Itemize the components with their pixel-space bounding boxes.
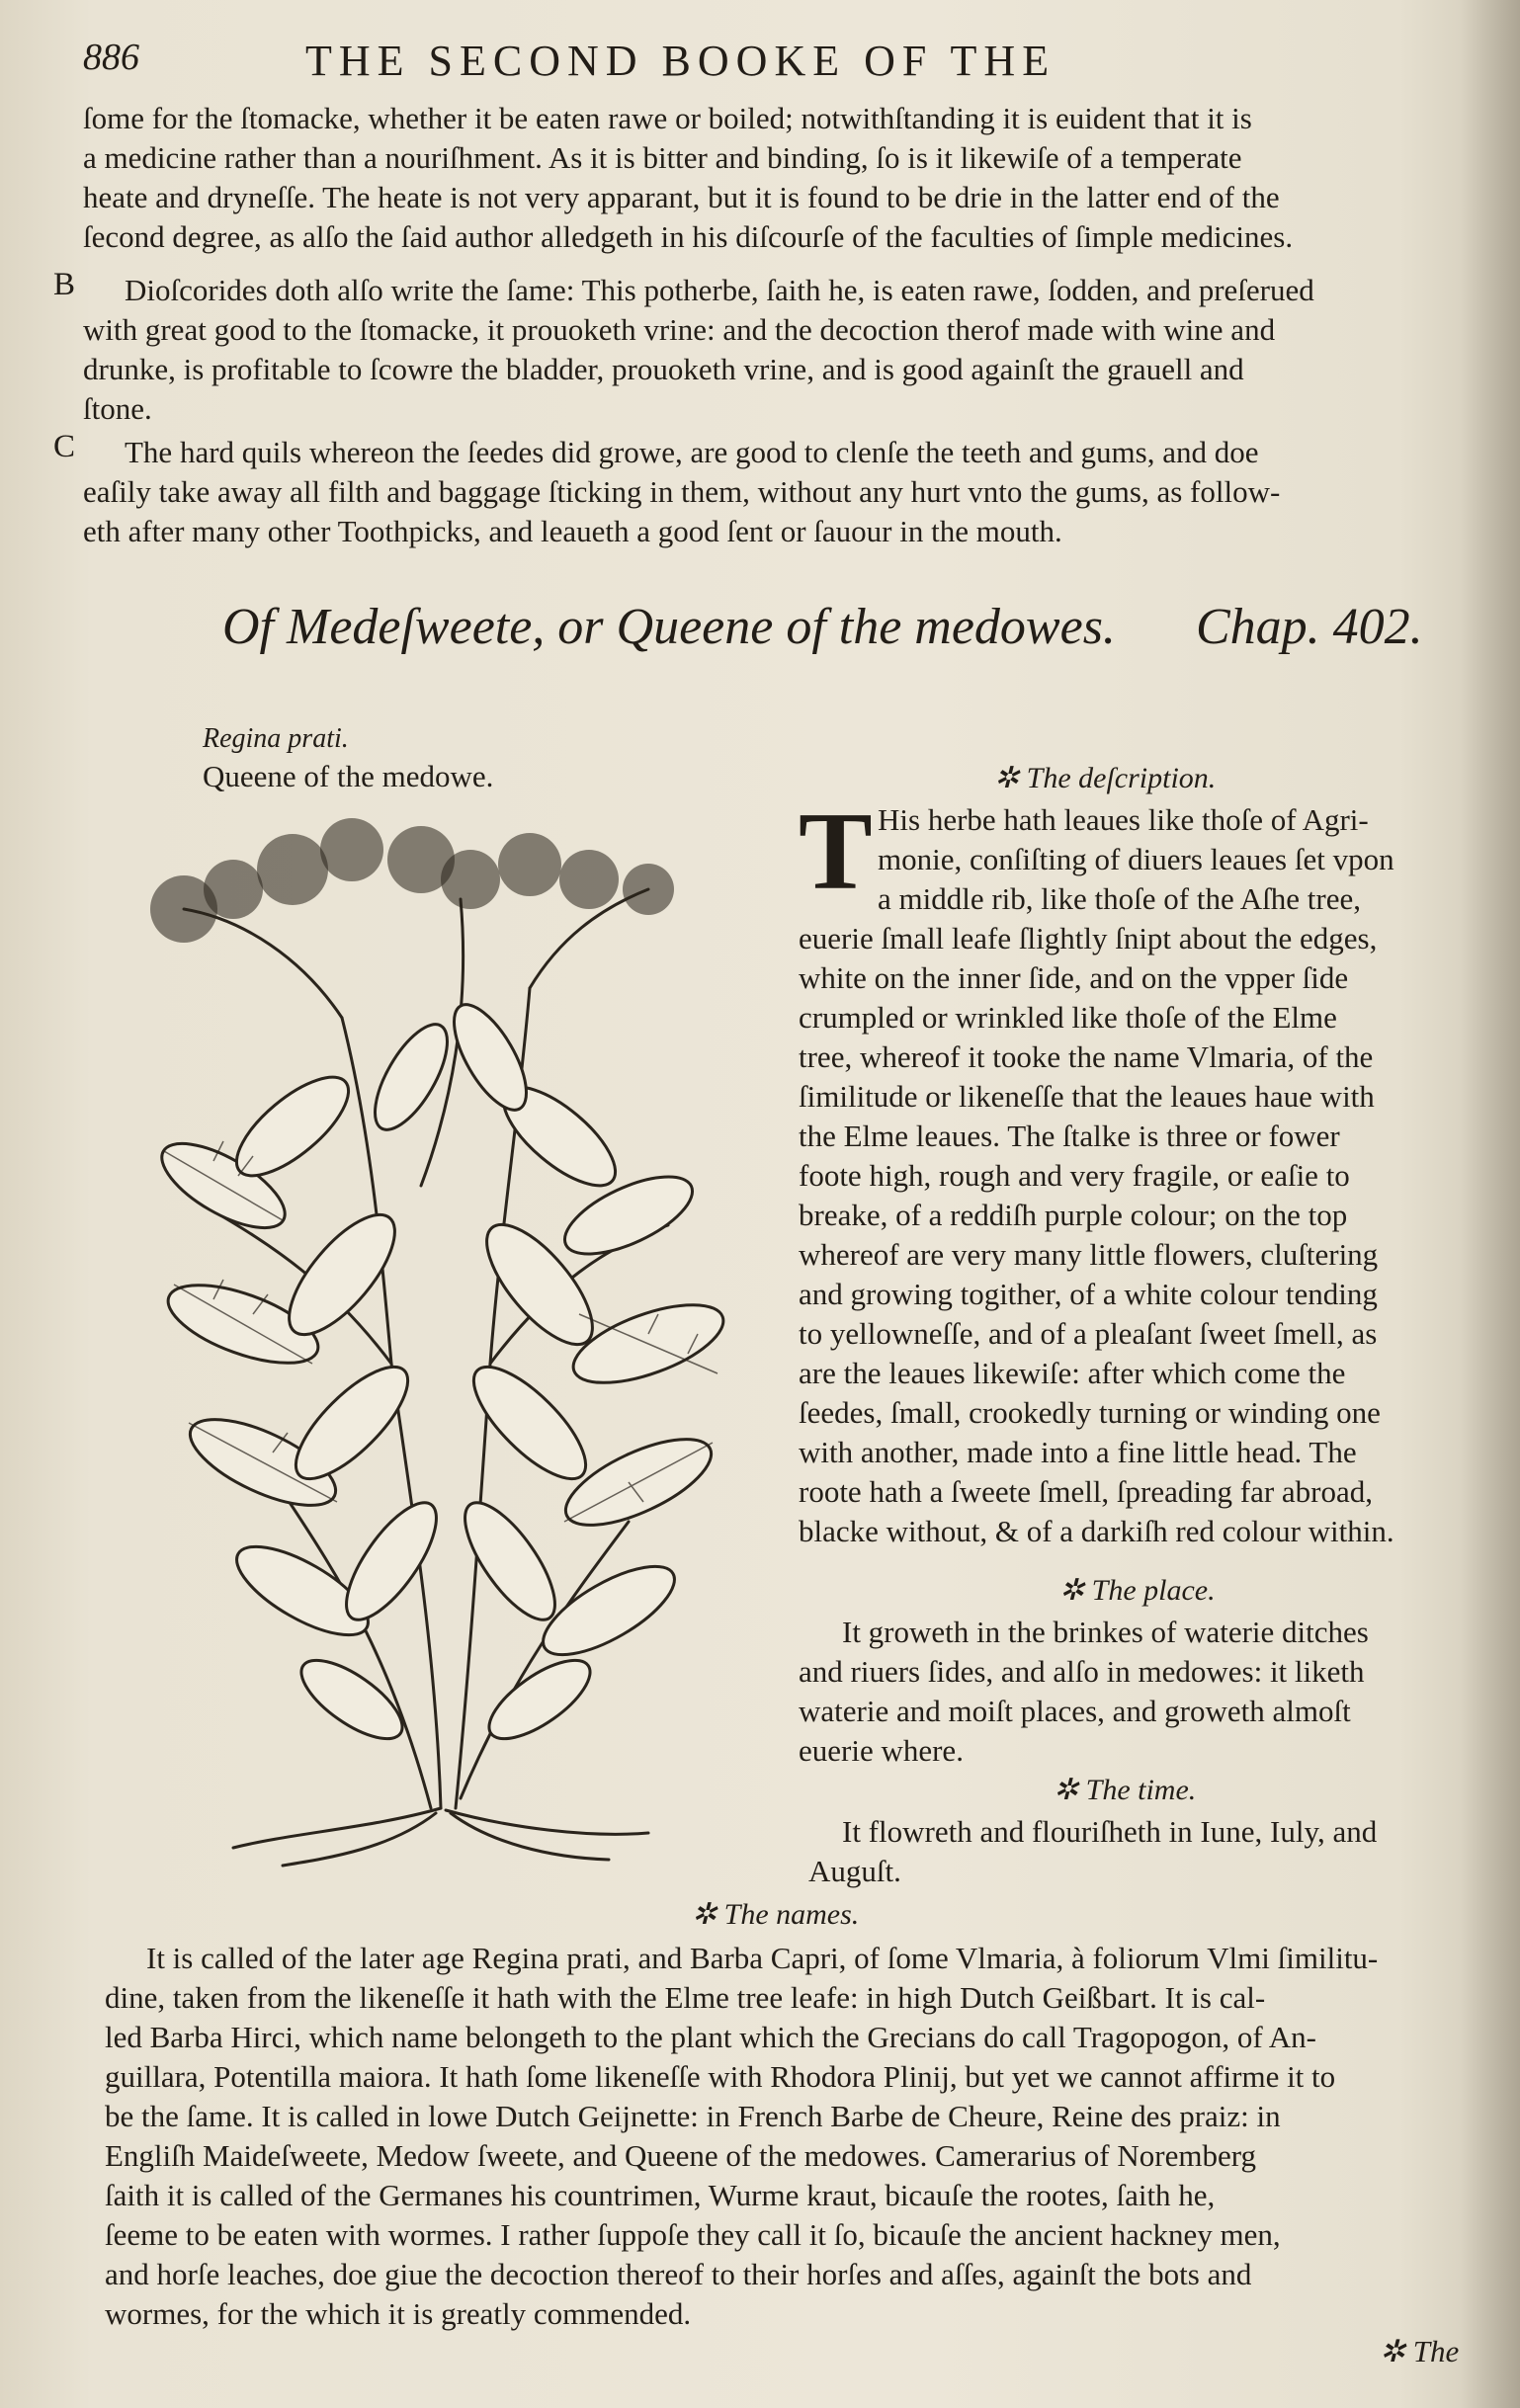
chapter-name: Of Medeſweete, or Queene of the medowes. [222,599,1116,655]
text-line: white on the inner ſide, and on the vpper ſide [799,960,1349,995]
gutter-shadow [1461,0,1520,2408]
text-line: crumpled or wrinkled like thoſe of the Elme [799,1000,1337,1035]
text-line: The hard quils whereon the ſeedes did growe, are good to clenſe the teeth and gums, and doe [125,435,1259,469]
text-line: whereof are very many little flowers, cluſtering [799,1237,1379,1272]
text-line: a medicine rather than a nouriſhment. As it is bitter and binding, ſo is it likewiſe of a temperate [83,140,1242,175]
text-line: His herbe hath leaues like thoſe of Agri- [878,802,1369,837]
page-header [83,36,1447,95]
text-line: ſimilitude or likeneſſe that the leaues haue with [799,1079,1375,1114]
text-line: a middle rib, like thoſe of the Aſhe tree, [878,881,1361,916]
text-line: foote high, rough and very fragile, or eaſie to [799,1158,1350,1193]
text-line: dine, taken from the likeneſſe it hath with the Elme tree leafe: in high Dutch Geißbart. It is cal- [105,1980,1266,2015]
text-line: roote hath a ſweete ſmell, ſpreading far abroad, [799,1474,1373,1509]
text-line: eth after many other Toothpicks, and leaueth a good ſent or ſauour in the mouth. [83,514,1062,548]
margin-letter-c: C [53,429,76,464]
time-heading: ✲ The time. [1054,1774,1197,1806]
text-line: ſecond degree, as alſo the ſaid author alledgeth in his diſcourſe of the faculties of ſimple medicines. [83,219,1294,254]
text-line: and horſe leaches, doe giue the decoction thereof to their horſes and aſſes, againſt the bots and [105,2257,1252,2291]
names-heading: ✲ The names. [692,1898,860,1931]
figure-english-caption: Queene of the medowe. [203,759,494,793]
text-line: drunke, is profitable to ſcowre the bladder, prouoketh vrine, and is good againſt the grauell and [83,352,1244,386]
text-line: be the ſame. It is called in lowe Dutch Geijnette: in French Barbe de Cheure, Reine des praiz: in [105,2099,1281,2133]
meadowsweet-woodcut-illustration [95,810,747,1868]
text-line: ſaith it is called of the Germanes his countrimen, Wurme kraut, bicauſe the rootes, ſaith he, [105,2178,1216,2212]
text-line: monie, conſiſting of diuers leaues ſet vpon [878,842,1394,876]
description-heading: ✲ The deſcription. [994,762,1217,794]
text-line: euerie ſmall leafe ſlightly ſnipt about the edges, [799,921,1378,955]
text-line: heate and dryneſſe. The heate is not very apparant, but it is found to be drie in the latter end of the [83,180,1280,214]
text-line: blacke without, & of a darkiſh red colour within. [799,1514,1394,1548]
text-line: Engliſh Maideſweete, Medow ſweete, and Queene of the medowes. Camerarius of Noremberg [105,2138,1256,2173]
page-number: 886 [83,37,139,78]
text-line: wormes, for the which it is greatly commended. [105,2296,692,2331]
text-line: and growing togither, of a white colour tending [799,1277,1378,1311]
text-line: are the leaues likewiſe: after which come the [799,1356,1346,1390]
text-line: eaſily take away all filth and baggage ſticking in them, without any hurt vnto the gums, as follow- [83,474,1281,509]
text-line: euerie where. [799,1733,964,1768]
chapter-number: Chap. 402. [1195,599,1423,655]
text-line: waterie and moiſt places, and groweth almoſt [799,1694,1351,1728]
text-line: the Elme leaues. The ſtalke is three or fower [799,1119,1340,1153]
text-line: and riuers ſides, and alſo in medowes: it liketh [799,1654,1365,1689]
text-line: ſome for the ſtomacke, whether it be eaten rawe or boiled; notwithſtanding it is euident that it is [83,101,1252,135]
margin-letter-b: B [53,267,76,302]
text-line: Dioſcorides doth alſo write the ſame: This potherbe, ſaith he, is eaten rawe, ſodden, and preſerued [125,273,1314,307]
chapter-title [222,598,1423,656]
text-line: ſtone. [83,391,152,426]
text-line: to yellowneſſe, and of a pleaſant ſweet ſmell, as [799,1316,1378,1351]
text-line: It groweth in the brinkes of waterie ditches [842,1615,1369,1649]
text-line: It flowreth and flouriſheth in Iune, Iuly, and [842,1814,1378,1849]
text-line: guillara, Potentilla maiora. It hath ſome likeneſſe with Rhodora Plinij, but yet we cannot affirme it to [105,2059,1336,2094]
text-line: led Barba Hirci, which name belongeth to the plant which the Grecians do call Tragopogon, of An- [105,2020,1316,2054]
text-line: ſeeme to be eaten with wormes. I rather ſuppoſe they call it ſo, bicauſe the ancient hackney men, [105,2217,1281,2252]
text-line: tree, whereof it tooke the name Vlmaria, of the [799,1039,1374,1074]
place-heading: ✲ The place. [1059,1574,1216,1607]
text-line: breake, of a reddiſh purple colour; on the top [799,1198,1348,1232]
text-line: with great good to the ſtomacke, it prouoketh vrine: and the decoction therof made with wine and [83,312,1276,347]
text-line: It is called of the later age Regina prati, and Barba Capri, of ſome Vlmaria, à foliorum Vlmi ſimilitu- [146,1941,1379,1975]
drop-cap-letter: T [799,790,873,913]
text-line: Auguſt. [808,1854,901,1888]
running-head: THE SECOND BOOKE OF THE [305,37,1056,85]
figure-latin-caption: Regina prati. [203,723,349,754]
text-line: ſeedes, ſmall, crookedly turning or winding one [799,1395,1381,1430]
text-line: with another, made into a fine little head. The [799,1435,1357,1469]
catchword: ✲ The [1380,2334,1460,2368]
